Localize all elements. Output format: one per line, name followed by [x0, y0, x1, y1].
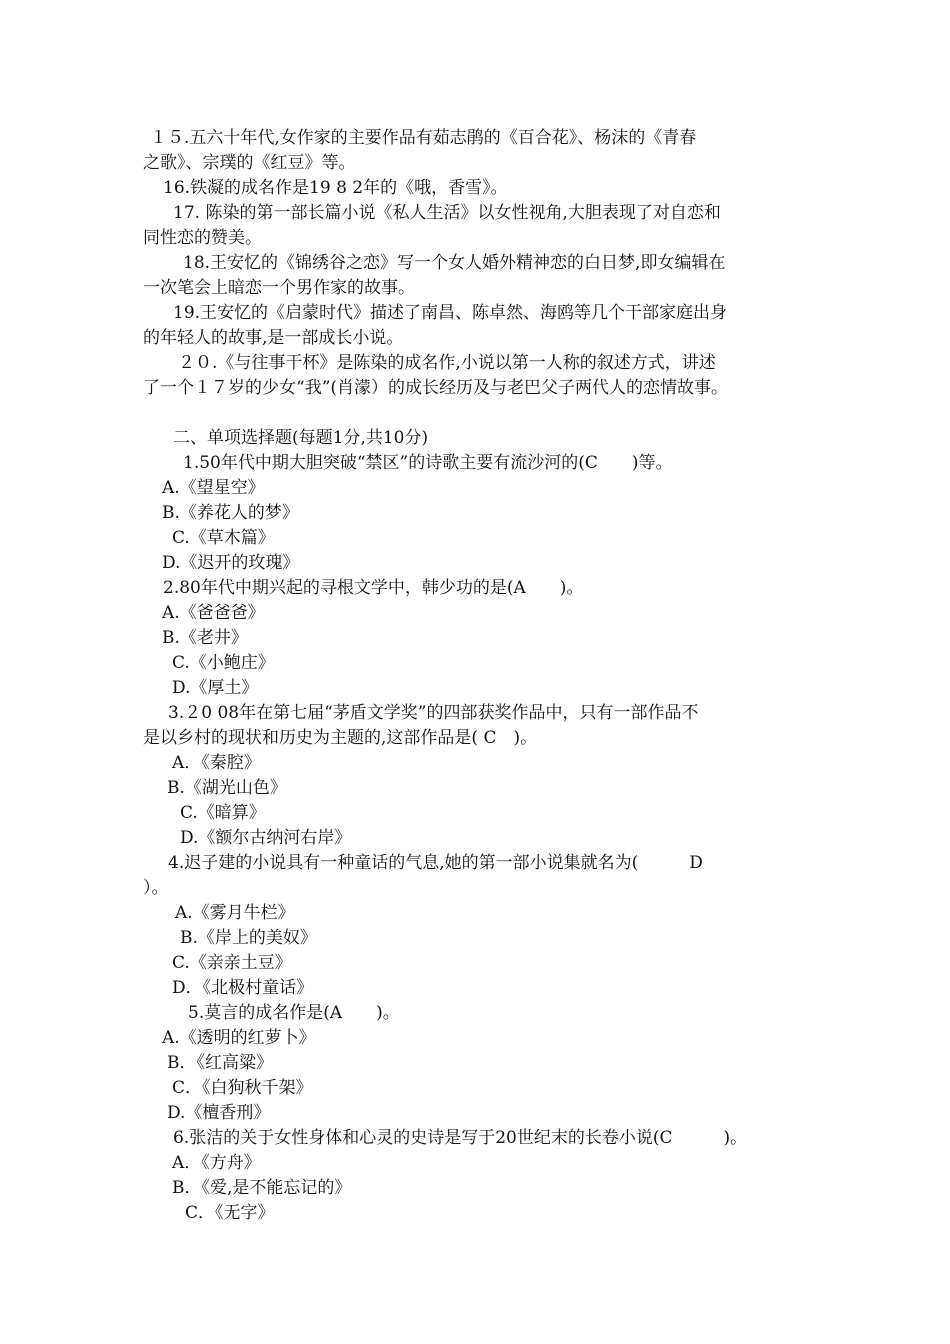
fill-in-16: 16.铁凝的成名作是19 8 2年的《哦，香雪》。: [163, 178, 508, 198]
fill-in-15-line-1: １５.五六十年代,女作家的主要作品有茹志鹃的《百合花》、杨沫的《青春: [150, 128, 697, 148]
q6-option-b: B．《爱,是不能忘记的》: [172, 1178, 352, 1198]
fill-in-19-line-1: 19.王安忆的《启蒙时代》描述了南昌、陈卓然、海鸥等几个干部家庭出身: [173, 303, 728, 323]
q2-option-a: A.《爸爸爸》: [162, 603, 265, 623]
question-5: 5.莫言的成名作是(A )。: [188, 1003, 400, 1023]
q5-option-a: A.《透明的红萝卜》: [162, 1028, 316, 1048]
question-4-line-2: ）。: [143, 878, 169, 898]
q5-option-b: B．《红高粱》: [167, 1053, 273, 1073]
q1-option-b: B.《养花人的梦》: [162, 503, 299, 523]
q4-option-b: B.《岸上的美奴》: [180, 928, 317, 948]
q6-option-c: C．《无字》: [185, 1203, 275, 1223]
q2-option-d: D.《厚土》: [172, 678, 259, 698]
fill-in-20-line-2: 了一个１７岁的少女“我”(肖濛）的成长经历及与老巴父子两代人的恋情故事。: [143, 378, 729, 398]
q1-option-d: D.《迟开的玫瑰》: [162, 553, 300, 573]
q1-option-a: A.《望星空》: [162, 478, 265, 498]
q2-option-c: C.《小鲍庄》: [172, 653, 275, 673]
q4-option-a: A.《雾月牛栏》: [175, 903, 295, 923]
question-3-line-1: 3.２0 08年在第七届“茅盾文学奖”的四部获奖作品中，只有一部作品不: [168, 703, 699, 723]
q4-option-d: D．《北极村童话》: [172, 978, 314, 998]
fill-in-18-line-2: 一次笔会上暗恋一个男作家的故事。: [143, 278, 415, 298]
question-4-line-1: 4.迟子建的小说具有一种童话的气息,她的第一部小说集就名为( D: [168, 853, 703, 873]
q5-option-c: C．《白狗秋千架》: [172, 1078, 313, 1098]
q1-option-c: C.《草木篇》: [172, 528, 275, 548]
fill-in-17-line-1: 17. 陈染的第一部长篇小说《私人生活》以女性视角,大胆表现了对自恋和: [173, 203, 721, 223]
question-3-line-2: 是以乡村的现状和历史为主题的,这部作品是( C )。: [143, 728, 538, 748]
q3-option-d: D.《额尔古纳河右岸》: [180, 828, 352, 848]
question-1: 1.50年代中期大胆突破“禁区”的诗歌主要有流沙河的(C )等。: [183, 453, 673, 473]
question-2: 2.80年代中期兴起的寻根文学中，韩少功的是(A )。: [163, 578, 584, 598]
q4-option-c: C.《亲亲土豆》: [172, 953, 292, 973]
q3-option-c: C.《暗算》: [180, 803, 266, 823]
q3-option-b: B.《湖光山色》: [167, 778, 287, 798]
q6-option-a: A．《方舟》: [172, 1153, 261, 1173]
section-heading: 二、单项选择题(每题1分,共10分): [173, 428, 429, 448]
fill-in-20-line-1: ２０.《与往事干杯》是陈染的成名作,小说以第一人称的叙述方式，讲述: [178, 353, 716, 373]
fill-in-17-line-2: 同性恋的赞美。: [143, 228, 262, 248]
fill-in-15-line-2: 之歌》、宗璞的《红豆》等。: [143, 153, 356, 173]
fill-in-18-line-1: 18.王安忆的《锦绣谷之恋》写一个女人婚外精神恋的白日梦,即女编辑在: [183, 253, 726, 273]
q2-option-b: B.《老井》: [162, 628, 248, 648]
q3-option-a: A．《秦腔》: [172, 753, 261, 773]
fill-in-19-line-2: 的年轻人的故事,是一部成长小说。: [143, 328, 404, 348]
question-6: 6.张洁的关于女性身体和心灵的史诗是写于20世纪末的长卷小说(C )。: [173, 1128, 748, 1148]
q5-option-d: D.《檀香刑》: [167, 1103, 271, 1123]
